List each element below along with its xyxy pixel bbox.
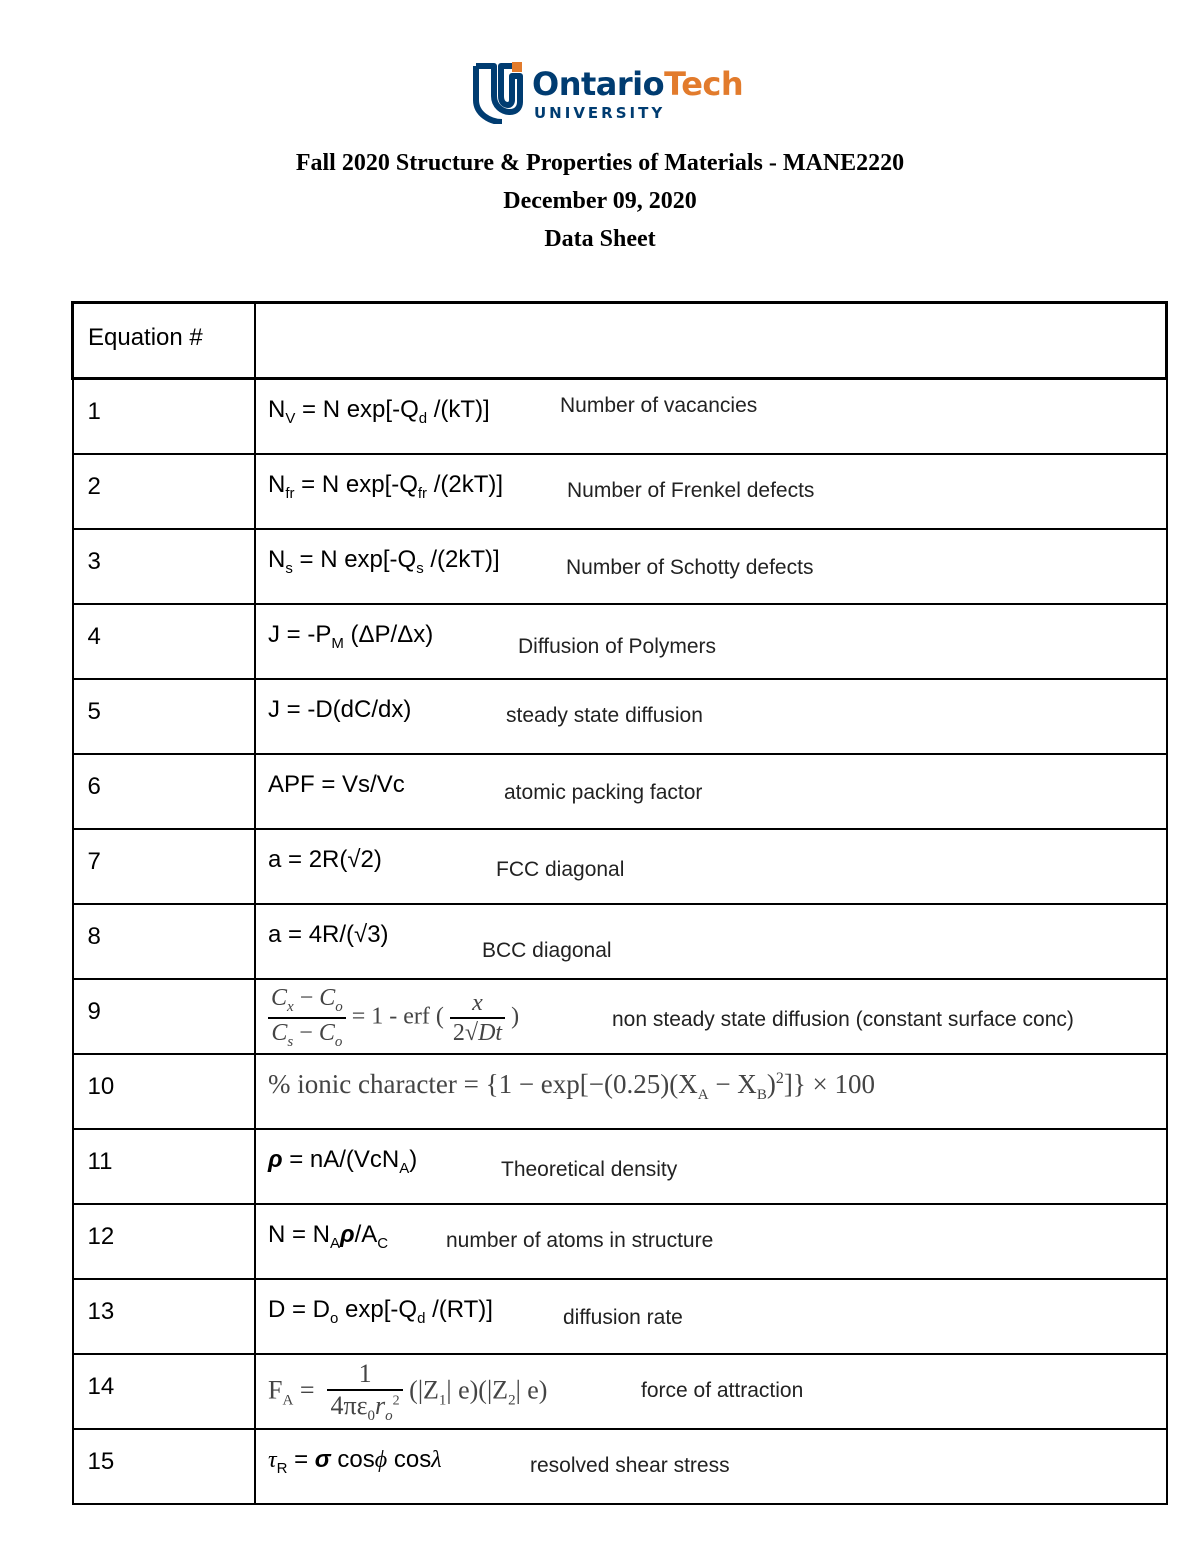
exam-date: December 09, 2020: [503, 188, 697, 214]
equation: % ionic character = $\{1 - \exp[-(0.25)(X_A - X_B)^2]\} \times 100$: [268, 1069, 876, 1103]
equation-text: % ionic character = {1 − exp[−(0.25)(X: [268, 1069, 698, 1099]
equation-number: 3: [87, 548, 101, 575]
equation-number: 10: [87, 1073, 115, 1100]
equation-number: 7: [87, 848, 101, 875]
equation: $N_s = N$ $\exp[-Q_s$ /(2kT)]: [268, 546, 500, 577]
equation: $N = N_A\rho/A_C$: [268, 1221, 389, 1252]
equation-table: [71, 301, 1168, 1505]
table-row: [73, 754, 1167, 829]
equation-description: BCC diagonal: [482, 939, 612, 962]
equation-number: 15: [87, 1448, 115, 1475]
table-row: [73, 604, 1167, 679]
sheet-title: Data Sheet: [544, 226, 656, 252]
equation: a = 2R(√2): [268, 846, 382, 873]
equation-number: 9: [87, 998, 101, 1025]
equation: $F_A$ = $\frac{1}{4\pi\varepsilon_0r_o^2}$ ($|Z_1|$ $e)(|Z_2|$ e): [268, 1359, 548, 1424]
equation-number: 1: [87, 398, 101, 425]
equation-description: Number of vacancies: [560, 394, 758, 417]
logo-subtitle: UNIVERSITY: [534, 104, 666, 122]
equation-number: 5: [87, 698, 101, 725]
equation-number-header: Equation #: [88, 324, 203, 351]
equation-description: resolved shear stress: [530, 1454, 730, 1477]
equation-description: steady state diffusion: [506, 704, 703, 727]
table-row: [73, 979, 1167, 1054]
equation-number: 2: [87, 473, 101, 500]
equation: $N_V = N$ $\exp[-Q_d$ /(kT)]: [268, 396, 490, 427]
equation-description: number of atoms in structure: [446, 1229, 714, 1252]
equation: J = -D(dC/dx): [268, 696, 412, 723]
equation: a = 4R/(√3): [268, 921, 389, 948]
table-row: [73, 1129, 1167, 1204]
equation: $N_{fr} = N$ $\exp[-Q_{fr}$ /(2kT)]: [268, 471, 504, 502]
equation-description: Theoretical density: [501, 1158, 678, 1181]
equation: $\tau_R = \sigma$ cosϕ cosλ: [268, 1446, 442, 1477]
table-row: [73, 454, 1167, 529]
table-row: [73, 1054, 1167, 1129]
course-title: Fall 2020 Structure & Properties of Materials - MANE2220: [295, 150, 905, 176]
equation-number: 13: [87, 1298, 115, 1325]
equation-header-cell: [255, 303, 1167, 379]
equation-number: 4: [87, 623, 101, 650]
equation: APF = Vs/Vc: [268, 771, 405, 798]
logo-wordmark: OntarioTech: [532, 65, 744, 103]
equation-number: 8: [87, 923, 101, 950]
equation: $J = -P_M$ (ΔP/Δx): [268, 621, 434, 652]
equation-number: 6: [87, 773, 101, 800]
ontario-tech-logo: [472, 62, 742, 126]
equation-description: force of attraction: [641, 1379, 804, 1402]
equation: $D = D_o$ $\exp[-Q_d$ /(RT)]: [268, 1296, 493, 1327]
table-row: [73, 1279, 1167, 1354]
shield-logo-icon: [472, 62, 524, 124]
equation: ρ = nA/(VcN$_A$): [268, 1146, 418, 1177]
equation-description: Number of Schotty defects: [566, 556, 814, 579]
table-row: [73, 904, 1167, 979]
table-row: [73, 529, 1167, 604]
table-header-row: [73, 303, 1167, 379]
equation-description: Diffusion of Polymers: [518, 635, 717, 658]
table-row: [73, 1204, 1167, 1279]
equation-number: 14: [87, 1373, 115, 1400]
table-row: [73, 379, 1167, 455]
equation-number: 12: [87, 1223, 115, 1250]
table-row: [73, 829, 1167, 904]
equation-description: non steady state diffusion (constant surface conc): [612, 1008, 1074, 1031]
equation-number: 11: [87, 1148, 113, 1175]
equation-description: diffusion rate: [563, 1306, 683, 1329]
equation-description: FCC diagonal: [496, 858, 625, 881]
equation: $\frac{C_x - C_o}{C_s - C_o}$ = 1 - erf ( $\frac{x}{2√Dt}$ ): [268, 986, 519, 1050]
table-row: [73, 679, 1167, 754]
table-row: [73, 1354, 1167, 1429]
equation-description: atomic packing factor: [504, 781, 703, 804]
equation-description: Number of Frenkel defects: [567, 479, 815, 502]
table-row: [73, 1429, 1167, 1504]
